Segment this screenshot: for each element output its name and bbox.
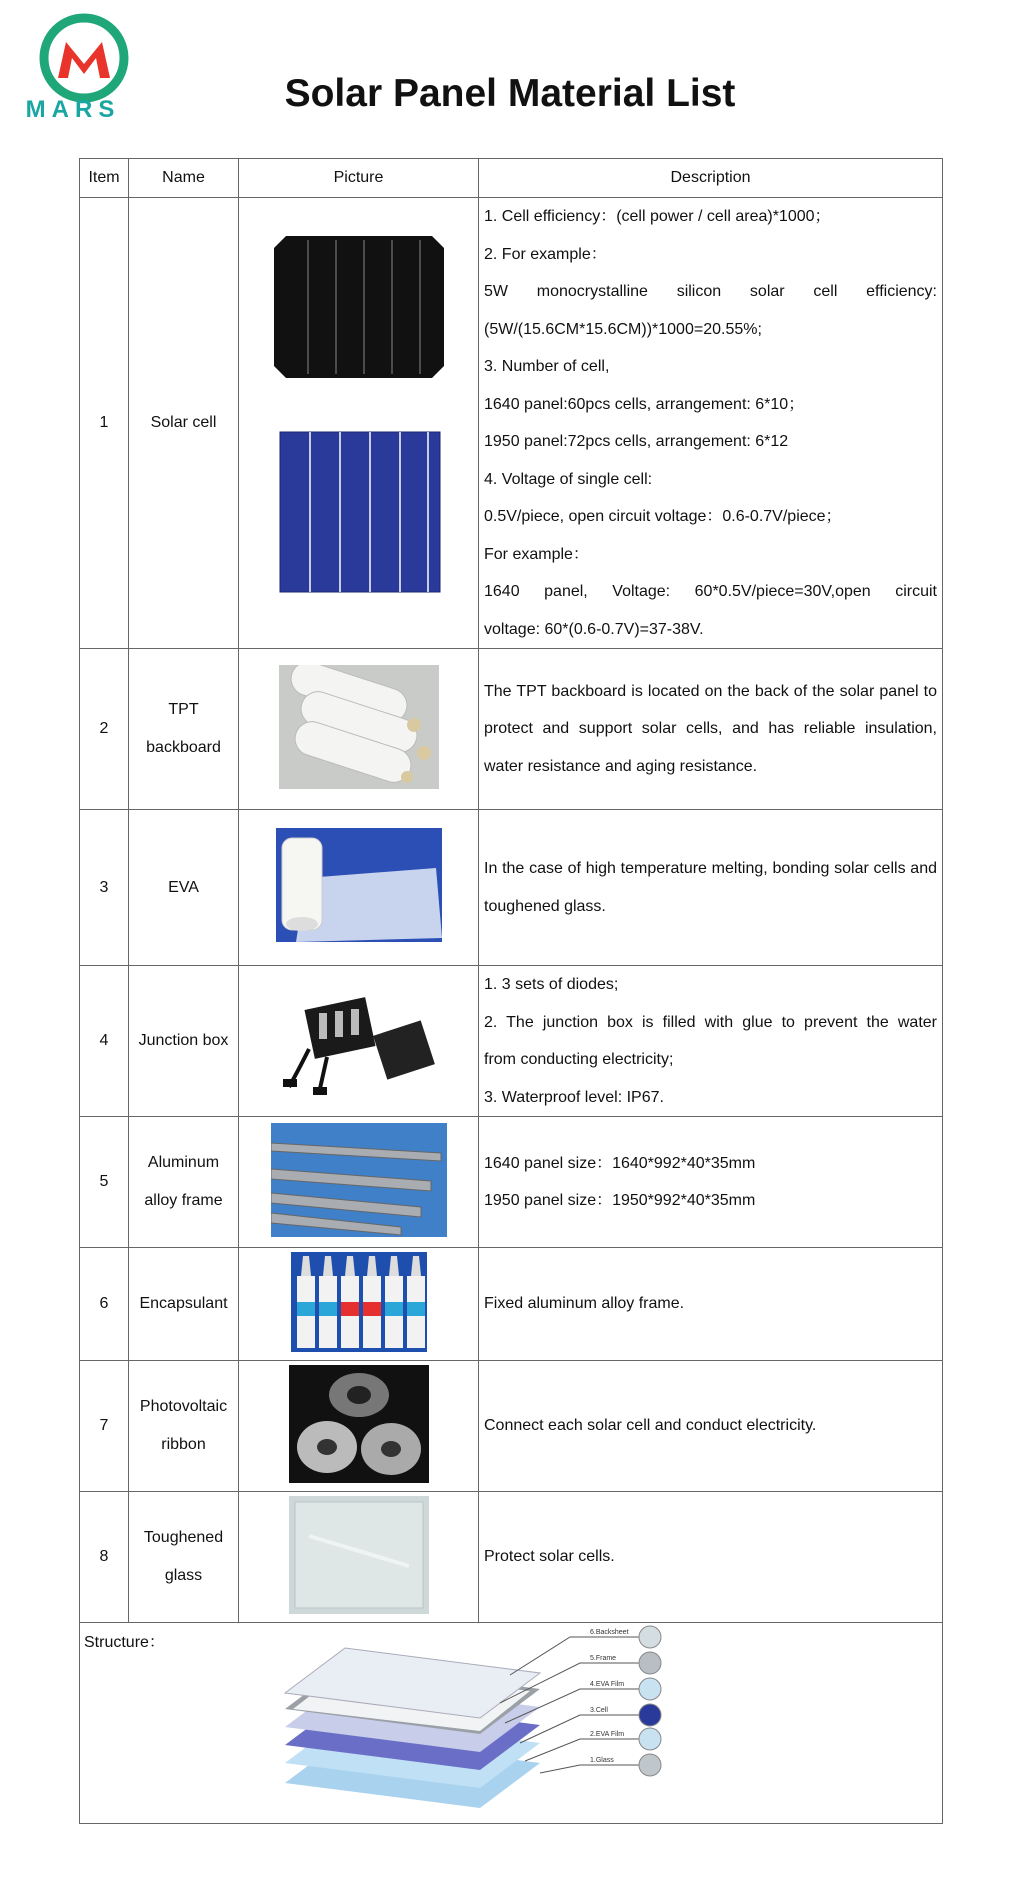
desc-line: 1640 panel, Voltage: 60*0.5V/piece=30V,open circuit xyxy=(484,583,937,600)
desc-line: 2. The junction box is filled with glue to prevent the water xyxy=(484,1013,937,1031)
desc-line: 1. 3 sets of diodes; xyxy=(484,976,619,993)
desc-line: 3. Waterproof level: IP67. xyxy=(484,1088,664,1106)
tpt-backboard-image xyxy=(279,665,439,789)
layer-label: 1.Glass xyxy=(590,1757,614,1764)
item-description xyxy=(479,198,943,649)
item-name-line: alloy frame xyxy=(144,1192,223,1209)
item-picture xyxy=(239,810,479,966)
item-number: 4 xyxy=(80,966,129,1117)
item-name-line: glass xyxy=(164,1567,203,1584)
layer-label: 5.Frame xyxy=(590,1655,617,1662)
item-description xyxy=(479,1117,943,1248)
table-row xyxy=(80,1361,943,1492)
desc-line: For example： xyxy=(484,545,589,563)
toughened-glass-image xyxy=(289,1496,429,1614)
col-header-description: Description xyxy=(479,159,943,198)
table-row xyxy=(80,1117,943,1248)
item-picture xyxy=(239,1492,479,1623)
item-description: Connect each solar cell and conduct electricity. xyxy=(479,1361,943,1492)
table-header-row xyxy=(80,159,943,198)
item-picture xyxy=(239,966,479,1117)
table-row xyxy=(80,198,943,649)
item-number: 7 xyxy=(80,1361,129,1492)
item-name: EVA xyxy=(129,810,239,966)
structure-label: Structure： xyxy=(84,1634,165,1651)
item-name xyxy=(129,1117,239,1248)
item-picture xyxy=(239,649,479,810)
item-name-line: Photovoltaic xyxy=(139,1398,228,1415)
item-description: The TPT backboard is located on the back of the solar panel to protect and support solar cells, and has reliable insulation, water resistance and aging resistance. xyxy=(479,649,943,810)
item-picture xyxy=(239,1117,479,1248)
item-name: Junction box xyxy=(129,966,239,1117)
item-number: 5 xyxy=(80,1117,129,1248)
item-name-line: TPT xyxy=(168,701,199,718)
layer-label: 6.Backsheet xyxy=(590,1629,629,1636)
item-name-line: Toughened xyxy=(143,1529,224,1546)
layer-label: 2.EVA Film xyxy=(590,1731,625,1738)
item-name-line: Aluminum xyxy=(147,1154,220,1171)
desc-line: 1640 panel size：1640*992*40*35mm xyxy=(484,1154,756,1172)
desc-line: 1640 panel:60pcs cells, arrangement: 6*10； xyxy=(484,395,805,413)
item-name xyxy=(129,1361,239,1492)
item-name: Encapsulant xyxy=(129,1248,239,1361)
item-name-line: backboard xyxy=(146,739,221,756)
layer-label: 4.EVA Film xyxy=(590,1681,625,1688)
desc-line: (5W/(15.6CM*15.6CM))*1000=20.55%; xyxy=(484,320,762,338)
junction-box-image xyxy=(279,979,439,1099)
desc-line: 4. Voltage of single cell: xyxy=(484,470,653,488)
item-picture xyxy=(239,198,479,649)
table-row xyxy=(80,649,943,810)
layer-label: 3.Cell xyxy=(590,1707,608,1714)
item-picture xyxy=(239,1361,479,1492)
item-number: 2 xyxy=(80,649,129,810)
item-description: In the case of high temperature melting, bonding solar cells and toughened glass. xyxy=(479,810,943,966)
brand-name: MARS xyxy=(25,96,121,123)
desc-line: 2. For example： xyxy=(484,245,607,263)
desc-line: 0.5V/piece, open circuit voltage：0.6-0.7V/piece； xyxy=(484,508,842,525)
desc-line: 1950 panel:72pcs cells, arrangement: 6*12 xyxy=(484,433,789,450)
item-description: Protect solar cells. xyxy=(479,1492,943,1623)
desc-line: 3. Number of cell, xyxy=(484,358,610,375)
item-picture xyxy=(239,1248,479,1361)
item-number: 1 xyxy=(80,198,129,649)
desc-line: voltage: 60*(0.6-0.7V)=37-38V. xyxy=(484,620,704,638)
desc-line: from conducting electricity; xyxy=(484,1051,674,1068)
item-name xyxy=(129,649,239,810)
desc-line: 5W monocrystalline silicon solar cell efficiency: xyxy=(484,283,937,300)
structure-diagram xyxy=(80,1623,942,1823)
item-number: 6 xyxy=(80,1248,129,1361)
item-description xyxy=(479,966,943,1117)
table-row xyxy=(80,810,943,966)
col-header-item: Item xyxy=(80,159,129,198)
material-table xyxy=(79,158,943,1824)
eva-film-image xyxy=(276,828,442,942)
encapsulant-tubes-image xyxy=(291,1252,427,1352)
item-number: 3 xyxy=(80,810,129,966)
aluminum-frame-image xyxy=(271,1123,447,1237)
item-number: 8 xyxy=(80,1492,129,1623)
item-name xyxy=(129,1492,239,1623)
col-header-picture: Picture xyxy=(239,159,479,198)
solar-cell-image xyxy=(274,236,444,606)
item-name: Solar cell xyxy=(129,198,239,649)
item-name-line: ribbon xyxy=(161,1436,206,1453)
table-row xyxy=(80,1248,943,1361)
desc-line: 1950 panel size：1950*992*40*35mm xyxy=(484,1192,756,1209)
table-row xyxy=(80,966,943,1117)
pv-ribbon-image xyxy=(289,1365,429,1483)
col-header-name: Name xyxy=(129,159,239,198)
desc-line: 1. Cell efficiency：(cell power / cell area)*1000； xyxy=(484,208,831,225)
item-description: Fixed aluminum alloy frame. xyxy=(479,1248,943,1361)
table-row xyxy=(80,1492,943,1623)
structure-cell xyxy=(80,1623,943,1824)
structure-row xyxy=(80,1623,943,1824)
page-title: Solar Panel Material List xyxy=(284,72,736,115)
